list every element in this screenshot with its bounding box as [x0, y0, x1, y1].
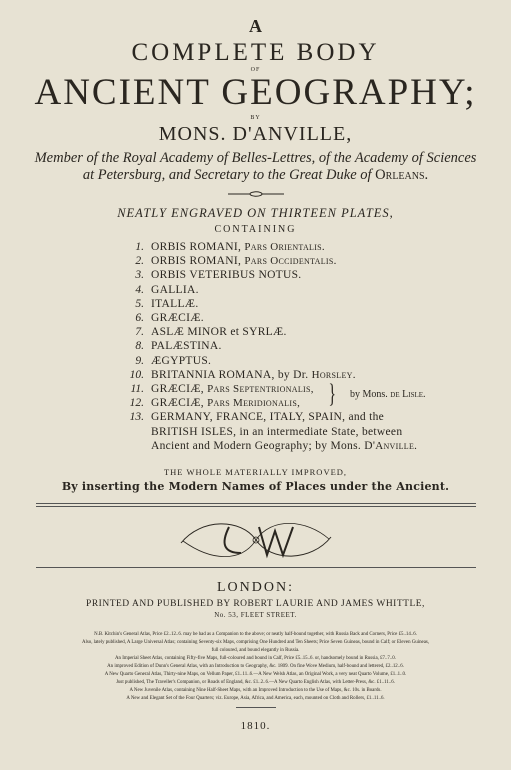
list-item: 6. GRÆCIÆ. — [135, 312, 204, 325]
note-line: A New and Elegant Set of the Four Quarters; viz. Europe, Asia, Africa, and America, each, mounted on Cloth and Rollers, £1..11..6. — [126, 696, 385, 702]
list-item: 12. GRÆCIÆ, Pars Meridionalis, — [129, 397, 301, 410]
note-line: N.B. Kitchin's General Atlas, Price £2..12..6. may be had as a Companion to the above; or neatly half-bound together, with Russia Back and Corners, Price £5..14..6. — [94, 632, 417, 638]
list-item: 10. BRITANNIA ROMANA, by Dr. Horsley. — [129, 368, 356, 381]
plates-heading: NEATLY ENGRAVED ON THIRTEEN PLATES, — [117, 206, 394, 220]
list-item: 5. ITALLÆ. — [135, 297, 199, 310]
note-line: full coloured, and bound elegantly in Russia. — [211, 648, 300, 654]
list-item: 3. ORBIS VETERIBUS NOTUS. — [135, 269, 302, 282]
note-line: Just published, The Traveller's Companion, or Roads of England, &c. £1..2..6.—A New Quarto English Atlas, with Letter-Press, &c. £1..11..6. — [116, 680, 395, 686]
imprint-publishers: PRINTED AND PUBLISHED BY ROBERT LAURIE AND JAMES WHITTLE, — [86, 599, 425, 610]
list-item: 9. ÆGYPTUS. — [135, 354, 212, 367]
year-rule — [236, 707, 276, 708]
delisle-attribution: by Mons. de Lisle. — [350, 389, 426, 401]
flourish-divider-icon — [226, 190, 286, 198]
note-line: A New Juvenile Atlas, containing Nine Half-Sheet Maps, with an Improved Introduction to the Use of Maps, &c. 10s. in Boards. — [129, 688, 382, 694]
author-name: MONS. D'ANVILLE, — [158, 123, 353, 145]
list-item: 2. ORBIS ROMANI, Pars Occidentalis. — [135, 255, 337, 268]
imprint-address: No. 53, FLEET STREET. — [214, 611, 297, 620]
publication-year: 1810. — [240, 720, 271, 733]
list-item: 1. ORBIS ROMANI, Pars Orientalis. — [135, 241, 325, 253]
list-item-continued: Ancient and Modern Geography; by Mons. D'Anville. — [151, 439, 418, 452]
list-item: 4. GALLIA. — [135, 283, 199, 296]
curly-brace-icon: } — [328, 379, 336, 409]
list-item: 13. GERMANY, FRANCE, ITALY, SPAIN, and the — [129, 411, 385, 424]
note-line: A New Quarto General Atlas, Thirty-nine Maps, on Vellum Paper, £1..11..6.—A New Welsh Atlas, an Original Work, a very neat Quarto Volume, £1..1..0. — [104, 672, 407, 678]
imprint-city: LONDON: — [217, 580, 294, 596]
improvement-note: THE WHOLE MATERIALLY IMPROVED, — [163, 467, 348, 478]
note-line: An Imperial Sheet Atlas, containing Fifty-five Maps, full-coloured and bound in Calf, Price £5..15..6. or, handsomely bound in Russia, £7..7..0. — [115, 656, 396, 662]
author-affiliation — [22, 150, 489, 184]
containing-label: CONTAINING — [214, 224, 297, 235]
affiliation-orleans: Orleans. — [375, 167, 429, 183]
plates-list — [120, 240, 440, 453]
title-ancient-geography: ANCIENT GEOGRAPHY; — [34, 72, 477, 113]
inserting-note: By inserting the Modern Names of Places under the Ancient. — [61, 480, 450, 494]
list-item: 7. ASLÆ MINOR et SYRLÆ. — [135, 326, 287, 339]
single-rule — [36, 567, 476, 568]
list-item: 11. GRÆCIÆ, Pars Septentrionalis, — [130, 383, 314, 396]
title-complete-body: COMPLETE BODY — [131, 39, 380, 66]
delisle-group — [120, 379, 440, 410]
affiliation-line-1: Member of the Royal Academy of Belles-Lettres, of the Academy of Sciences — [34, 150, 477, 166]
title-article: A — [249, 16, 262, 36]
list-item: 8. PALÆSTINA. — [135, 340, 222, 353]
affiliation-line-2: at Petersburg, and Secretary to the Great Duke of — [82, 167, 372, 183]
list-item-continued: BRITISH ISLES, in an intermediate State, between — [151, 425, 403, 438]
lw-monogram-icon — [171, 513, 341, 567]
double-rule — [36, 503, 476, 507]
title-by: BY — [250, 115, 261, 121]
note-line: An improved Edition of Dunn's General Atlas, with an Introduction to Geography, &c. 1809. On fine Wove Medium, half-bound and lettered, £2..12..6. — [107, 664, 404, 670]
title-of: OF — [250, 67, 261, 73]
note-line: Also, lately published, A Large Universal Atlas; containing Seventy-six Maps, comprising One Hundred and Ten Sheets; Price Seven Guineas, bound in Calf; or Eleven Guineas, — [81, 640, 430, 646]
advertisement-notes — [32, 631, 479, 703]
